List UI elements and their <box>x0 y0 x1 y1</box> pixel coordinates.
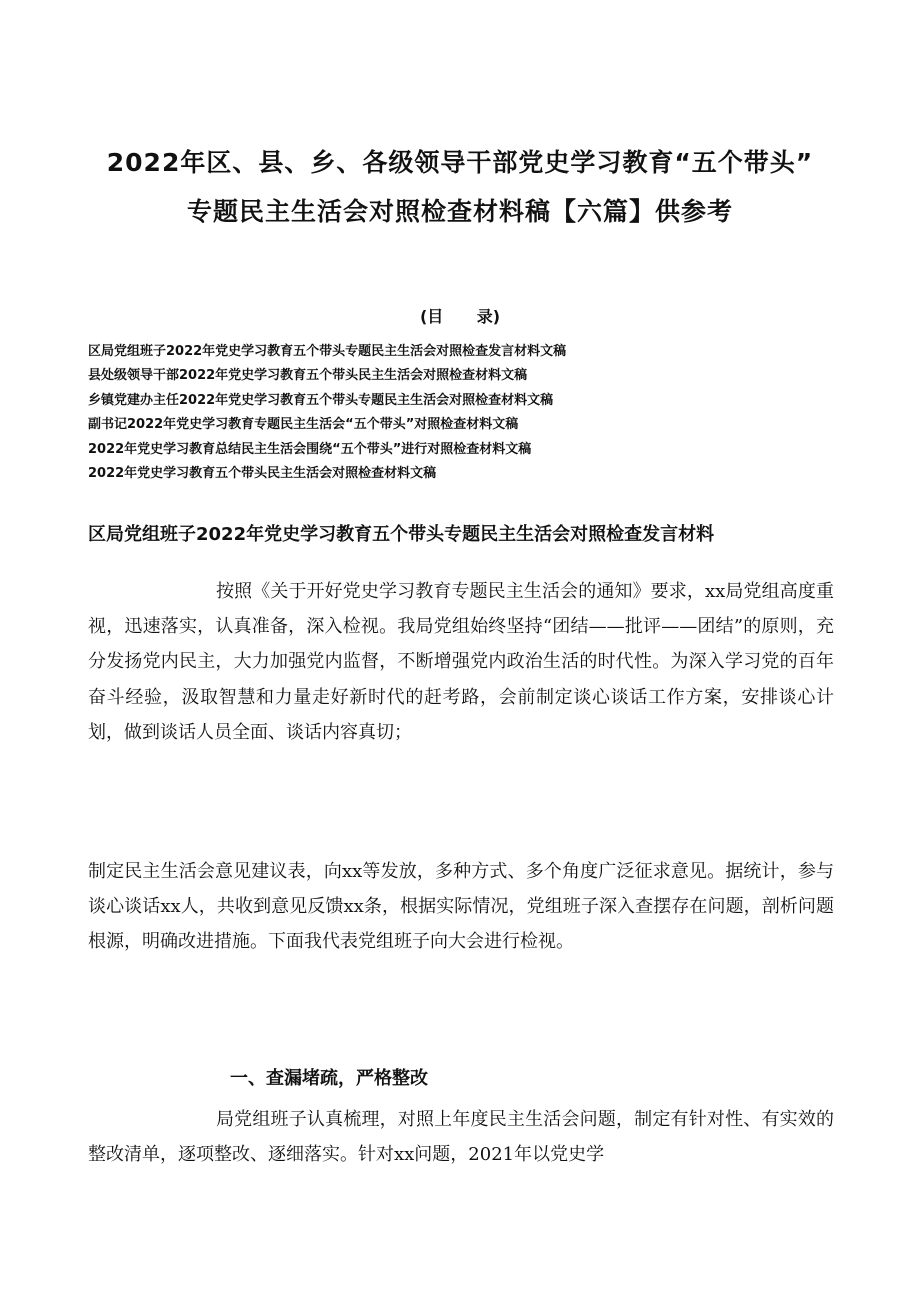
table-of-contents <box>88 340 848 486</box>
toc-item: 2022年党史学习教育总结民主生活会围绕“五个带头”进行对照检查材料文稿 <box>88 441 532 457</box>
document-title-line-1: 2022年区、县、乡、各级领导干部党史学习教育“五个带头” <box>106 148 814 177</box>
document-title-line-2: 专题民主生活会对照检查材料稿【六篇】供参考 <box>186 197 733 226</box>
section-title: 区局党组班子2022年党史学习教育五个带头专题民主生活会对照检查发言材料 <box>88 524 715 545</box>
body-paragraph: 按照《关于开好党史学习教育专题民主生活会的通知》要求，xx局党组高度重视，迅速落实，认真准备，深入检视。我局党组始终坚持“团结——批评——团结”的原则，充分发扬党内民主，大力加强党内监督，不断增强党内政治生活的时代性。为深入学习党的百年奋斗经验，汲取智慧和力量走好新时代的赶考路，会前制定谈心谈话工作方案，安排谈心计划，做到谈话人员全面、谈话内容真切； <box>88 581 834 743</box>
toc-item: 副书记2022年党史学习教育专题民主生活会“五个带头”对照检查材料文稿 <box>88 417 519 433</box>
toc-item: 2022年党史学习教育五个带头民主生活会对照检查材料文稿 <box>88 466 437 482</box>
toc-item: 乡镇党建办主任2022年党史学习教育五个带头专题民主生活会对照检查材料文稿 <box>88 392 554 408</box>
toc-heading: (目 录) <box>419 307 501 326</box>
body-paragraph: 局党组班子认真梳理，对照上年度民主生活会问题，制定有针对性、有实效的整改清单，逐项整改、逐细落实。针对xx问题，2021年以党史学 <box>88 1109 834 1166</box>
toc-item: 区局党组班子2022年党史学习教育五个带头专题民主生活会对照检查发言材料文稿 <box>88 344 567 359</box>
subsection-heading: 一、查漏堵疏，严格整改 <box>230 1068 428 1089</box>
body-paragraph: 制定民主生活会意见建议表，向xx等发放，多种方式、多个角度广泛征求意见。据统计，参与谈心谈话xx人，共收到意见反馈xx条，根据实际情况，党组班子深入查摆存在问题，剖析问题根源，明确改进措施。下面我代表党组班子向大会进行检视。 <box>88 861 834 953</box>
toc-item: 县处级领导干部2022年党史学习教育五个带头民主生活会对照检查材料文稿 <box>88 368 528 384</box>
